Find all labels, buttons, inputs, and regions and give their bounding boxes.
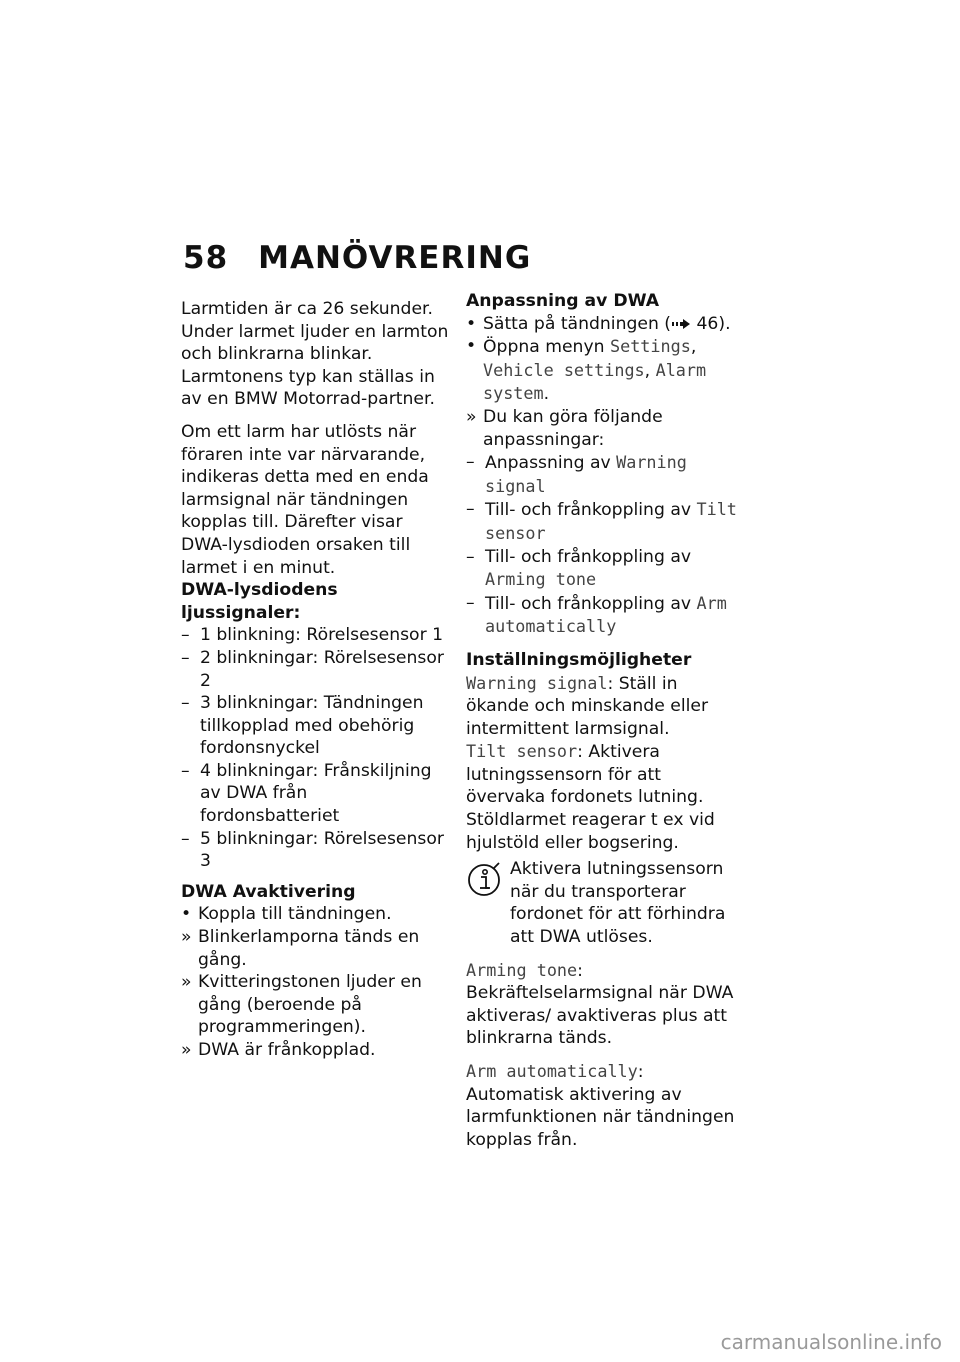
list-item: • Koppla till tändningen. xyxy=(181,904,392,925)
list-item: • Öppna menyn Settings, Vehicle settings, Alarm system. xyxy=(466,336,707,405)
left-column xyxy=(181,298,451,1062)
deactivation-heading: DWA Avaktivering xyxy=(181,881,356,902)
list-item: – 3 blinkningar: Tändningen tillkopplad med obehörig fordonsnyckel xyxy=(181,693,424,759)
page-number: 58 xyxy=(183,240,229,276)
page-reference: 46 xyxy=(696,313,719,334)
list-item: – 1 blinkning: Rörelsesensor 1 xyxy=(181,625,444,646)
menu-path: Settings xyxy=(609,336,691,357)
list-item: » Blinkerlamporna tänds en gång. xyxy=(181,927,420,970)
signals-heading: DWA-lysdiodens ljussignaler: xyxy=(181,580,338,623)
right-column xyxy=(466,290,741,1151)
watermark: carmanualsonline.info xyxy=(720,1330,942,1354)
menu-path: Vehicle settings xyxy=(483,359,645,380)
list-item: » Du kan göra följande anpassningar: xyxy=(466,406,663,450)
info-icon xyxy=(466,860,504,900)
menu-path: Alarm system xyxy=(483,359,707,404)
page-header xyxy=(183,240,531,276)
alarm-indication-paragraph: Om ett larm har utlösts när föraren inte var närvarande, indikeras detta med en enda larmsignal när tändningen kopplas till. Därefter visar DWA-lysdioden orsaken till larmet i en minut. xyxy=(181,421,429,578)
note-text: Aktivera lutningssensorn när du transporterar fordonet för att förhindra att DWA utlöses. xyxy=(510,859,726,948)
list-item: » DWA är frånkopplad. xyxy=(181,1040,376,1060)
list-item: » Kvitteringstonen ljuder en gång (beroende på programmeringen). xyxy=(181,972,422,1038)
list-item: – 2 blinkningar: Rörelsesensor 2 xyxy=(181,647,444,691)
list-item: – 4 blinkningar: Frånskiljning av DWA från fordonsbatteriet xyxy=(181,760,432,827)
settings-heading: Inställningsmöjligheter xyxy=(466,649,692,670)
signals-list xyxy=(181,624,451,873)
adaptation-heading: Anpassning av DWA xyxy=(466,291,660,311)
list-item: – Till- och frånkoppling av Arming tone xyxy=(466,546,692,590)
list-item: – Anpassning av Warning signal xyxy=(466,452,687,496)
list-item: – Till- och frånkoppling av Tilt sensor xyxy=(466,499,737,543)
setting-tilt-sensor: Tilt sensor: Aktivera lutningssensorn för att övervaka fordonets lutning. Stöldlarmet reagerar t ex vid hjulstöld eller bogsering. xyxy=(466,741,715,853)
setting-arming-tone: Arming tone: Bekräftelselarmsignal när DWA aktiveras/ avaktiveras plus att blinkrarna tänds. xyxy=(466,959,734,1049)
page-title: MANÖVRERING xyxy=(258,240,532,276)
list-item: • Sätta på tändningen ( 46). xyxy=(466,313,731,334)
list-item: – Till- och frånkoppling av Arm automatically xyxy=(466,592,727,637)
info-note xyxy=(466,858,741,948)
alarm-duration-paragraph: Larmtiden är ca 26 sekunder. Under larmet ljuder en larmton och blinkrarna blinkar. Larmtonens typ kan ställas in av en BMW Motorrad-partner. xyxy=(181,299,449,410)
setting-warning-signal: Warning signal: Ställ in ökande och minskande eller intermittent larmsignal. xyxy=(466,672,709,739)
page-reference-arrow-icon xyxy=(671,318,691,330)
list-item: – 5 blinkningar: Rörelsesensor 3 xyxy=(181,828,444,872)
setting-arm-automatically: Arm automatically: Automatisk aktivering av larmfunktionen när tändningen kopplas från. xyxy=(466,1061,735,1150)
